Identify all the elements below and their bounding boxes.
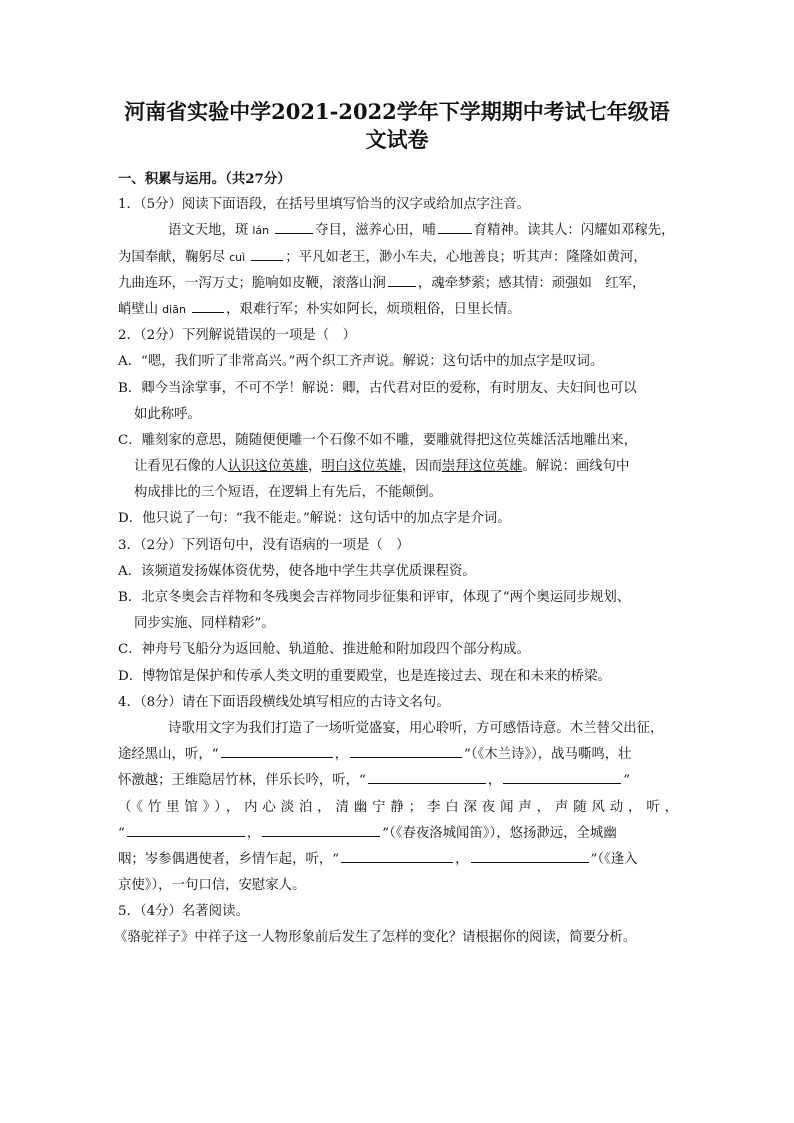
- q4-text: ”（《木兰诗》），战马嘶鸣，壮: [463, 747, 632, 763]
- q1-text: 峭壁山: [118, 301, 159, 317]
- q4-passage-line2: [118, 742, 678, 768]
- q4-passage-line7: 京使》），一句口信，安慰家人。: [118, 878, 306, 894]
- q2-text: ，因而: [401, 459, 442, 475]
- q2-text: 让看见石像的人: [134, 459, 228, 475]
- exam-title-line2: 文试卷: [365, 127, 429, 152]
- pinyin-dian: diān: [162, 302, 186, 316]
- q3-option-b-cont: 同步实施、同样精彩”。: [134, 616, 275, 632]
- answer-blank[interactable]: [251, 246, 283, 261]
- section-heading: 一、积累与运用。（共27分）: [118, 171, 291, 187]
- answer-blank[interactable]: [192, 298, 224, 313]
- answer-blank[interactable]: [350, 743, 462, 758]
- q4-passage-line4: （《竹里馆》），内心淡泊，清幽宁静；李白深夜闻声，声随风动，听，: [118, 799, 678, 815]
- answer-blank[interactable]: [471, 848, 589, 863]
- answer-blank[interactable]: [388, 272, 416, 287]
- q4-text: 咽；岑参偶遇使者，乡情乍起，听，“: [118, 851, 340, 867]
- q4-text: 怀激越；王维隐居竹林，伴乐长吟，听，“: [118, 773, 366, 789]
- q3-option-b: B．北京冬奥会吉祥物和冬残奥会吉祥物同步征集和评审，体现了“两个奥运同步规划、: [118, 590, 631, 605]
- q4-text: ”（《逢入: [590, 851, 638, 867]
- q1-text: ，艰难行军；朴实如阿长，烦琐粗俗，日里长情。: [225, 301, 521, 317]
- answer-blank[interactable]: [127, 822, 245, 837]
- q1-passage-line1: [118, 218, 678, 244]
- q4-text: ”: [623, 773, 631, 789]
- q3-option-c: C．神舟号飞船分为返回舱、轨道舱、推进舱和附加段四个部分构成。: [118, 642, 530, 658]
- q2-option-c-cont2: 构成排比的三个短语，在逻辑上有先后，不能颠倒。: [134, 485, 442, 501]
- q4-text: ，: [246, 825, 261, 841]
- q2-option-c: C．雕刻家的意思，随随便便雕一个石像不如不雕，要雕就得把这位英雄活活地雕出来，: [118, 432, 638, 448]
- q2-text: ，: [308, 459, 322, 475]
- answer-blank[interactable]: [438, 219, 472, 234]
- answer-blank[interactable]: [262, 822, 380, 837]
- q2-option-d: D．他只说了一句：“我不能走。”解说：这句话中的加点字是介词。: [118, 511, 511, 527]
- q1-text: 九曲连环，一泻万丈；脆响如皮鞭，滚落山涧: [118, 275, 386, 291]
- q1-passage-line2: [118, 245, 678, 271]
- answer-blank[interactable]: [341, 848, 453, 863]
- q1-text: 育精神。读其人：闪耀如邓稼先，: [473, 223, 675, 239]
- q2-stem: 2．（2分）下列解说错误的一项是（ ）: [118, 328, 356, 344]
- q4-text: “: [118, 825, 125, 841]
- q1-passage-line3: [118, 271, 678, 297]
- q4-text: 途经黑山，听，“: [118, 747, 219, 763]
- q2-option-b-cont: 如此称呼。: [134, 406, 201, 422]
- answer-blank[interactable]: [368, 769, 486, 784]
- q1-text: 为国奉献，鞠躬尽: [118, 249, 226, 265]
- underlined-phrase: 认识这位英雄: [227, 459, 309, 475]
- q5-stem: 5．（4分）名著阅读。: [118, 904, 249, 920]
- q1-text: 语文天地，斑: [168, 223, 249, 239]
- underlined-phrase: 明白这位英雄: [321, 459, 402, 475]
- q3-option-a: A．该频道发扬媒体资优势，使各地中学生共享优质课程资。: [118, 563, 476, 579]
- q4-stem: 4．（8分）请在下面语段横线处填写相应的古诗文名句。: [118, 694, 450, 710]
- q4-passage-line6: [118, 847, 678, 873]
- q1-text: 夺目，滋养心田，哺: [315, 223, 436, 239]
- q3-option-d: D．博物馆是保护和传承人类文明的重要殿堂，也是连接过去、现在和未来的桥梁。: [118, 668, 611, 684]
- q2-option-b: B．卿今当涂掌事，不可不学！解说：卿，古代君对臣的爱称，有时朋友、夫妇间也可以: [118, 380, 637, 396]
- answer-blank[interactable]: [275, 219, 313, 234]
- q4-text: ”（《春夜洛城闻笛》），悠扬渺远，全城幽: [382, 825, 617, 841]
- q4-passage-line1: 诗歌用文字为我们打造了一场听觉盛宴，用心聆听，方可感悟诗意。木兰替父出征，: [168, 720, 664, 736]
- q4-text: ，: [334, 747, 348, 763]
- q3-stem: 3．（2分）下列语句中，没有语病的一项是（ ）: [118, 537, 410, 553]
- answer-blank[interactable]: [503, 769, 621, 784]
- exam-body: [114, 166, 678, 952]
- q4-text: ，: [487, 773, 502, 789]
- exam-title-line1: 河南省实验中学2021-2022学年下学期期中考试七年级语: [124, 99, 670, 124]
- q4-passage-line3: [118, 768, 678, 794]
- q4-text: ，: [455, 851, 469, 867]
- answer-blank[interactable]: [221, 743, 333, 758]
- q2-option-a: A．“嗯，我们听了非常高兴。”两个织工齐声说。解说：这句话中的加点字是叹词。: [118, 354, 604, 370]
- underlined-phrase: 崇拜这位英雄: [441, 459, 523, 475]
- q5-question: 《骆驼祥子》中祥子这一人物形象前后发生了怎样的变化？请根据你的阅读，简要分析。: [114, 930, 637, 946]
- q2-option-c-cont1: [118, 454, 678, 480]
- q2-text: 。解说：画线句中: [522, 459, 630, 475]
- pinyin-lan: lán: [252, 224, 270, 238]
- q1-stem: 1．（5分）阅读下面语段，在括号里填写恰当的汉字或给加点字注音。: [118, 197, 531, 213]
- q1-text: ，魂牵梦萦；感其情：顽强如 红军，: [417, 275, 646, 291]
- pinyin-cui: cuì: [229, 250, 246, 264]
- q1-passage-line4: [118, 297, 678, 323]
- q1-text: ；平凡如老王，渺小车夫，心地善良；听其声：隆隆如黄河，: [285, 249, 647, 265]
- q4-passage-line5: [118, 821, 678, 847]
